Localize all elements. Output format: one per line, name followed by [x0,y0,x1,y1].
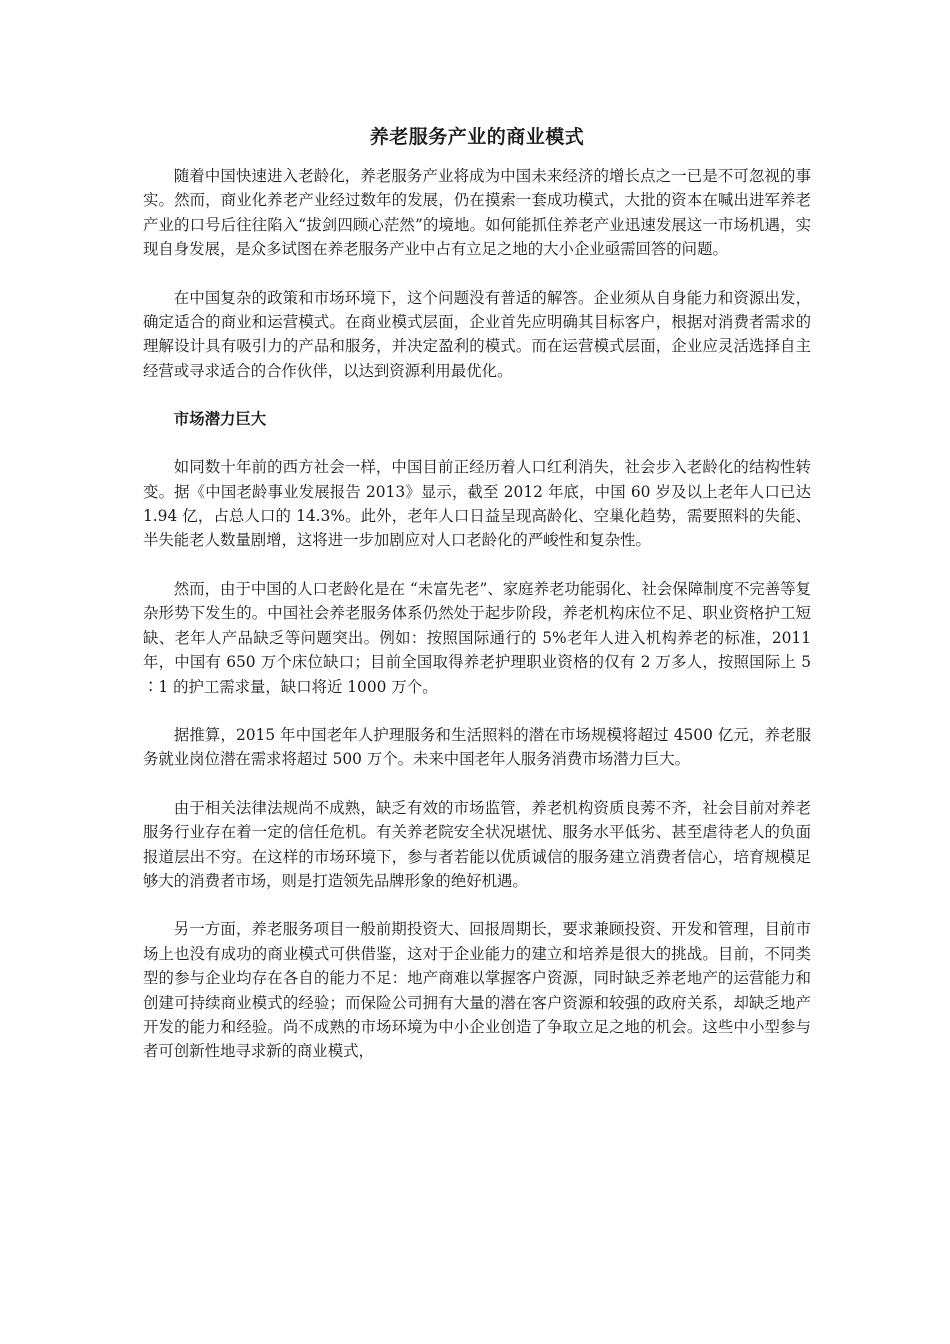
section-paragraph: 如同数十年前的西方社会一样，中国目前正经历着人口红利消失，社会步入老龄化的结构性转变。据《中国老龄事业发展报告 2013》显示，截至 2012 年底，中国 60 岁及以上老年人口已达 1.94 亿，占总人口的 14.3%。此外，老年人口日益呈现高龄化、空巢化趋势，需要照料的失能、半失能老人数量剧增，这将进一步加剧应对人口老龄化的严峻性和复杂性。 [143,458,811,550]
section-paragraph: 据推算，2015 年中国老年人护理服务和生活照料的潜在市场规模将超过 4500 亿元，养老服务就业岗位潜在需求将超过 500 万个。未来中国老年人服务消费市场潜力巨大。 [143,725,811,769]
document-title: 养老服务产业的商业模式 [369,126,585,148]
section-paragraph: 另一方面，养老服务项目一般前期投资大、回报周期长，要求兼顾投资、开发和管理，目前市场上也没有成功的商业模式可供借鉴，这对于企业能力的建立和培养是很大的挑战。目前，不同类型的参与企业均存在各自的能力不足：地产商难以掌握客户资源，同时缺乏养老地产的运营能力和创建可持续商业模式的经验；而保险公司拥有大量的潜在客户资源和较强的政府关系，却缺乏地产开发的能力和经验。尚不成熟的市场环境为中小企业创造了争取立足之地的机会。这些中小型参与者可创新性地寻求新的商业模式， [143,920,811,1061]
section-paragraph: 由于相关法律法规尚不成熟，缺乏有效的市场监管，养老机构资质良莠不齐，社会目前对养老服务行业存在着一定的信任危机。有关养老院安全状况堪忧、服务水平低劣、甚至虐待老人的负面报道层出不穷。在这样的市场环境下，参与者若能以优质诚信的服务建立消费者信心，培育规模足够大的消费者市场，则是打造领先品牌形象的绝好机遇。 [143,798,811,890]
section-heading: 市场潜力巨大 [173,410,267,429]
intro-paragraph: 随着中国快速进入老龄化，养老服务产业将成为中国未来经济的增长点之一已是不可忽视的事实。然而，商业化养老产业经过数年的发展，仍在摸索一套成功模式，大批的资本在喊出进军养老产业的口号后往往陷入“拔剑四顾心茫然”的境地。如何能抓住养老产业迅速发展这一市场机遇，实现自身发展，是众多试图在养老服务产业中占有立足之地的大小企业亟需回答的问题。 [143,167,811,259]
document-page [143,122,811,1064]
intro-paragraph: 在中国复杂的政策和市场环境下，这个问题没有普适的解答。企业须从自身能力和资源出发，确定适合的商业和运营模式。在商业模式层面，企业首先应明确其目标客户，根据对消费者需求的理解设计具有吸引力的产品和服务，并决定盈利的模式。而在运营模式层面，企业应灵活选择自主经营或寻求适合的合作伙伴，以达到资源利用最优化。 [143,288,811,380]
section-paragraph: 然而，由于中国的人口老龄化是在 “未富先老”、家庭养老功能弱化、社会保障制度不完善等复杂形势下发生的。中国社会养老服务体系仍然处于起步阶段，养老机构床位不足、职业资格护工短缺、老年人产品缺乏等问题突出。例如：按照国际通行的 5%老年人进入机构养老的标准，2011 年，中国有 650 万个床位缺口；目前全国取得养老护理职业资格的仅有 2 万多人，按照国际上 5∶1 的护工需求量，缺口将近 1000 万个。 [143,579,811,696]
